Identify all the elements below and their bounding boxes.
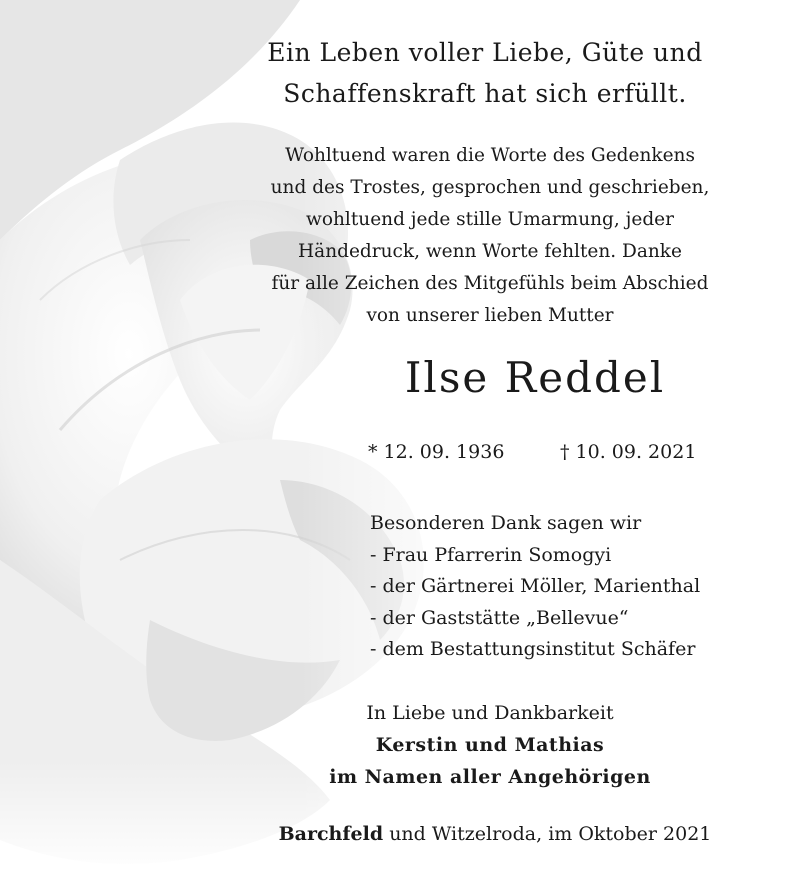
place-date-rest: und Witzelroda, im Oktober 2021 [389, 823, 712, 845]
thanks-line: von unserer lieben Mutter [366, 305, 614, 326]
closing-signature [250, 697, 730, 793]
intro-line-1: Ein Leben voller Liebe, Güte und [267, 38, 703, 67]
closing-line: In Liebe und Dankbarkeit [366, 702, 614, 724]
deceased-name: Ilse Reddel [404, 353, 666, 402]
special-thanks-item: - der Gaststätte „Bellevue“ [370, 606, 629, 629]
family-line: im Namen aller Angehörigen [329, 766, 651, 788]
mourners-names: Kerstin und Mathias [375, 734, 605, 756]
thanks-line: für alle Zeichen des Mitgefühls beim Abschied [271, 273, 709, 294]
thanks-line: Händedruck, wenn Worte fehlten. Danke [298, 241, 682, 262]
special-thanks-item: - dem Bestattungsinstitut Schäfer [370, 638, 696, 660]
intro-line-2: Schaffenskraft hat sich erfüllt. [283, 79, 687, 108]
thanks-paragraph [220, 140, 760, 332]
special-thanks-list [370, 508, 770, 666]
special-thanks-item: - der Gärtnerei Möller, Marienthal [370, 575, 701, 597]
place-date-line [220, 818, 770, 850]
special-thanks-heading: Besonderen Dank sagen wir [370, 512, 642, 534]
thanks-line: und des Trostes, gesprochen und geschrieben, [270, 177, 710, 198]
thanks-line: wohltuend jede stille Umarmung, jeder [306, 209, 674, 230]
place-name: Barchfeld [278, 823, 384, 845]
birth-date: * 12. 09. 1936 [368, 441, 505, 463]
special-thanks-item: - Frau Pfarrerin Somogyi [370, 543, 612, 566]
death-date: † 10. 09. 2021 [560, 441, 697, 463]
intro-verse [215, 32, 755, 114]
thanks-line: Wohltuend waren die Worte des Gedenkens [285, 145, 695, 166]
